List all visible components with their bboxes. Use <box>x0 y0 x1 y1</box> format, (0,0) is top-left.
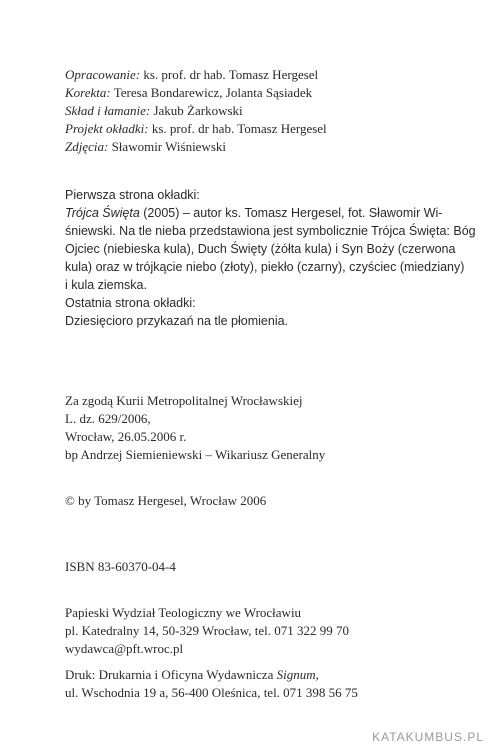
front-cover-line: śniewski. Na tle nieba przedstawiona jest symbolicznie Trójca Święta: Bóg <box>65 224 476 238</box>
approval-line: bp Andrzej Siemieniewski – Wikariusz Generalny <box>65 447 326 462</box>
credit-label: Skład i łamanie: <box>65 103 151 118</box>
credit-value: Sławomir Wiśniewski <box>108 139 227 154</box>
front-cover-line: i kula ziemska. <box>65 278 147 292</box>
publisher-block <box>65 604 420 658</box>
isbn-block <box>65 558 420 576</box>
approval-line: Wrocław, 26.05.2006 r. <box>65 429 187 444</box>
printer-block <box>65 666 420 702</box>
watermark: KATAKUMBUS.PL <box>372 730 484 744</box>
credit-line <box>65 84 420 102</box>
credit-value: ks. prof. dr hab. Tomasz Hergesel <box>140 67 319 82</box>
copyright-notice <box>65 492 420 510</box>
front-cover-line: kula) oraz w trójkącie niebo (złoty), piekło (czarny), czyściec (miedziany) <box>65 260 465 274</box>
credit-label: Zdjęcia: <box>65 139 109 154</box>
back-cover-heading: Ostatnia strona okładki: <box>65 296 196 310</box>
front-cover-line: Ojciec (niebieska kula), Duch Święty (żółta kula) i Syn Boży (czerwona <box>65 242 456 256</box>
front-cover-heading: Pierwsza strona okładki: <box>65 188 200 202</box>
credit-label: Projekt okładki: <box>65 121 149 136</box>
approval-line: L. dz. 629/2006, <box>65 411 151 426</box>
printer-name: Signum <box>276 667 316 682</box>
credit-label: Korekta: <box>65 85 111 100</box>
printer-suffix: , <box>315 667 319 682</box>
approval-block <box>65 392 420 464</box>
credits-block <box>65 66 420 156</box>
credit-label: Opracowanie: <box>65 67 141 82</box>
credit-value: Jakub Żarkowski <box>150 103 243 118</box>
copyright-line: © by Tomasz Hergesel, Wrocław 2006 <box>65 493 267 508</box>
printer-prefix: Druk: Drukarnia i Oficyna Wydawnicza <box>65 667 277 682</box>
printer-line <box>65 666 420 684</box>
front-cover-line <box>65 204 443 222</box>
front-cover-title: Trójca Święta <box>65 206 140 220</box>
front-cover-text: (2005) – autor ks. Tomasz Hergesel, fot. Sławomir Wi- <box>139 206 443 220</box>
credit-line <box>65 66 420 84</box>
isbn-line: ISBN 83-60370-04-4 <box>65 559 176 574</box>
printer-address: ul. Wschodnia 19 a, 56-400 Oleśnica, tel. 071 398 56 75 <box>65 685 358 700</box>
approval-line: Za zgodą Kurii Metropolitalnej Wrocławskiej <box>65 393 303 408</box>
credit-line <box>65 102 420 120</box>
cover-description <box>65 186 476 330</box>
credit-line <box>65 138 420 156</box>
publisher-line: Papieski Wydział Teologiczny we Wrocławiu <box>65 605 302 620</box>
credit-value: Teresa Bondarewicz, Jolanta Sąsiadek <box>110 85 313 100</box>
publisher-line: wydawca@pft.wroc.pl <box>65 641 184 656</box>
back-cover-text: Dziesięcioro przykazań na tle płomienia. <box>65 314 289 328</box>
credit-line <box>65 120 420 138</box>
publisher-line: pl. Katedralny 14, 50-329 Wrocław, tel. 071 322 99 70 <box>65 623 349 638</box>
credit-value: ks. prof. dr hab. Tomasz Hergesel <box>148 121 327 136</box>
